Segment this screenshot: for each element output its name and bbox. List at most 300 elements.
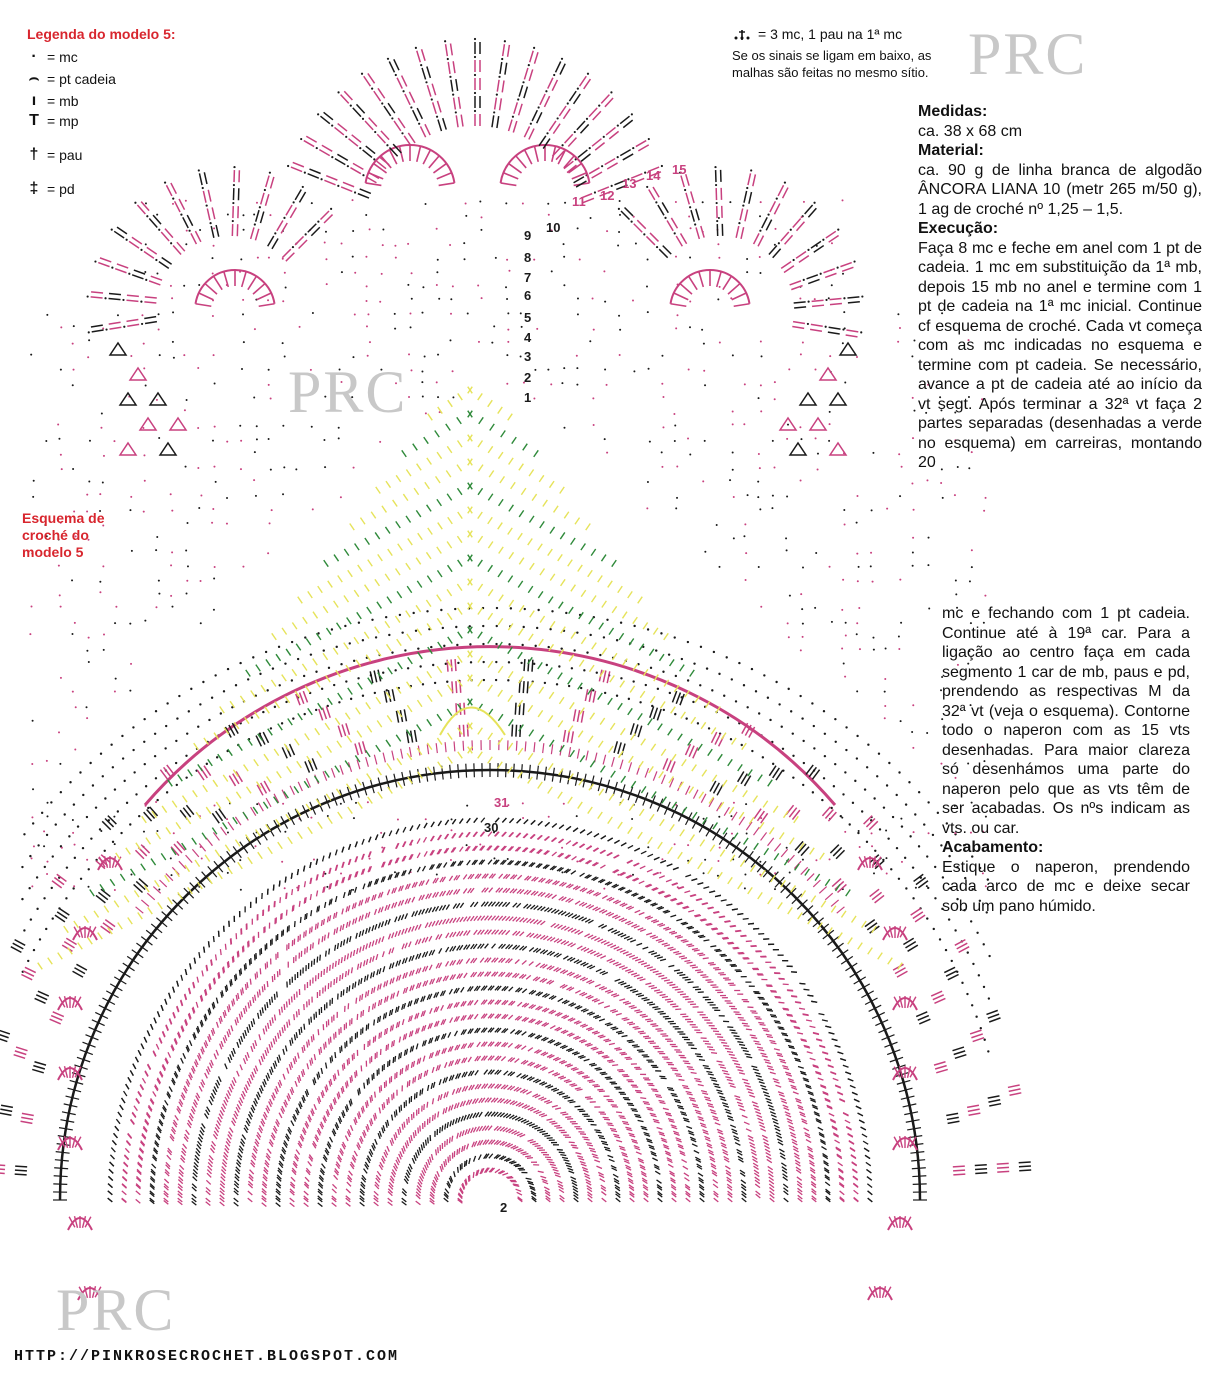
chain-dot [788,636,790,638]
stitch-mark [214,1054,216,1060]
stitch-mark [529,947,534,951]
stitch-mark [577,1156,583,1157]
stitch-mark [253,997,254,1003]
stitch-mark [651,1115,657,1116]
chain-dot [506,259,508,261]
stitch-mark [295,1056,296,1062]
stitch-mark [429,936,432,941]
stitch-mark [720,1139,725,1142]
stitch-mark [257,972,258,978]
chain-dot [213,354,215,356]
stitch-mark [412,897,415,902]
chain-dot [586,118,588,120]
chain-dot [112,766,114,768]
stitch-mark [603,1057,609,1058]
stitch-mark [544,1187,549,1190]
chain-dot [213,577,215,579]
chain-dot [937,812,939,814]
chain-dot [212,273,214,275]
stitch-mark [624,936,630,938]
chain-dot [129,823,131,825]
chain-dot [878,753,880,755]
chain-dot [620,677,622,679]
chain-dot [803,201,805,203]
chain-dot [154,755,156,757]
chain-dot [71,633,73,635]
stitch-mark [462,1146,463,1152]
stitch-mark [619,1116,625,1117]
stitch-mark [587,1080,593,1081]
chain-dot [932,834,934,836]
chain-dot [807,249,809,251]
chain-dot [491,342,493,344]
chain-dot [802,859,804,861]
stitch-mark [303,1069,305,1075]
stitch-mark [769,1108,775,1110]
chain-dot [115,606,117,608]
chain-dot [717,298,719,300]
stitch-mark [732,1132,737,1135]
stitch-mark [628,1105,634,1106]
chain-dot [544,682,546,684]
stitch-mark [526,1178,532,1179]
stitch-mark [658,1011,664,1012]
stitch-mark [439,948,442,953]
chain-dot [72,887,74,889]
stitch-mark [258,1013,259,1019]
chain-dot [802,740,804,742]
stitch-mark [615,979,621,981]
stitch-mark [744,1122,750,1124]
chain-dot [688,215,690,217]
chain-dot [898,878,900,880]
stitch-mark [563,956,568,959]
stitch-mark [403,973,405,979]
chain-dot [601,165,603,167]
stitch-mark [734,1139,739,1142]
chain-dot [918,791,920,793]
stitch-mark [293,905,294,911]
stitch-mark [289,1019,290,1025]
stitch-mark [580,873,585,876]
chain-dot [632,147,634,149]
chain-dot [176,717,178,719]
chain-dot [443,645,445,647]
stitch-mark [752,1102,758,1104]
stitch-mark [344,940,345,946]
chain-dot [945,949,947,951]
chain-dot [270,727,272,729]
chain-dot [394,313,396,315]
chain-dot [970,920,972,922]
chain-dot [211,257,213,259]
chain-dot [800,649,802,651]
stitch-mark [211,1093,214,1098]
stitch-mark [597,954,602,957]
chain-dot [984,595,986,597]
stitch-mark [584,1139,590,1140]
chain-dot [905,803,907,805]
stitch-mark [452,1136,453,1142]
chain-dot [145,785,147,787]
chain-dot [156,830,158,832]
chain-dot [812,791,814,793]
chain-dot [171,606,173,608]
stitch-mark [298,1053,299,1059]
chain-dot [831,242,833,244]
stitch-mark [377,1171,381,1176]
stitch-mark [536,963,541,967]
chain-dot [522,817,524,819]
chain-dot [833,785,835,787]
stitch-mark [425,966,428,971]
chain-dot [844,381,846,383]
stitch-mark [442,1164,444,1170]
stitch-mark [818,1127,823,1130]
stitch-mark [551,923,556,927]
stitch-mark [731,1057,737,1058]
chain-dot [800,479,802,481]
stitch-mark [436,1051,438,1057]
stitch-mark [291,1177,295,1181]
stitch-mark [465,1161,466,1167]
stitch-mark [520,1135,526,1137]
chain-dot [437,259,439,261]
stitch-mark [443,1108,444,1114]
chain-dot [694,223,696,225]
stitch-mark [612,1028,618,1029]
chain-dot [130,663,132,665]
stitch-mark [558,998,563,1001]
stitch-mark [217,1080,220,1085]
chain-dot [817,468,819,470]
chain-dot [419,665,421,667]
stitch-mark [271,1067,273,1073]
chain-dot [102,775,104,777]
chain-dot [209,222,211,224]
stitch-mark [681,1114,687,1116]
stitch-mark [591,936,596,939]
stitch-mark [424,1025,426,1031]
stitch-mark [376,939,378,945]
chain-dot [92,784,94,786]
stitch-mark [608,1125,614,1126]
stitch-mark [652,1026,658,1027]
stitch-mark [225,1010,227,1016]
chain-dot [165,725,167,727]
chain-dot [606,384,608,386]
stitch-mark [348,969,349,975]
stitch-mark [402,944,404,950]
stitch-mark [634,1046,640,1047]
stitch-mark [657,1127,663,1129]
stitch-mark [449,1075,451,1081]
stitch-mark [616,1112,622,1113]
chain-dot [699,684,701,686]
chain-dot [99,581,101,583]
chain-dot [576,815,578,817]
stitch-mark [426,879,429,884]
chain-dot [170,285,172,287]
stitch-mark [337,943,338,949]
chain-dot [270,398,272,400]
stitch-mark [551,1167,557,1168]
chain-dot [635,243,637,245]
chain-dot [129,623,131,625]
stitch-mark [595,1068,601,1069]
chain-dot [620,621,622,623]
chain-dot [282,342,284,344]
stitch-mark [781,1101,787,1103]
stitch-mark [755,1072,761,1074]
chain-dot [616,695,618,697]
stitch-mark [389,934,391,940]
stitch-mark [654,990,660,991]
stitch-mark [453,918,456,923]
chain-dot [829,423,831,425]
stitch-mark [559,1093,565,1095]
stitch-mark [336,977,337,983]
stitch-mark [467,1114,470,1119]
stitch-mark [540,1176,546,1178]
stitch-mark [175,1115,178,1120]
stitch-mark [470,1113,473,1118]
stitch-mark [335,896,336,902]
stitch-mark [555,1175,561,1177]
stitch-mark [338,1070,339,1076]
stitch-mark [759,1082,765,1084]
chain-dot [886,784,888,786]
chain-dot [436,873,438,875]
stitch-mark [605,1149,611,1151]
chain-dot [436,284,438,286]
chain-dot [421,381,423,383]
chain-dot [450,859,452,861]
chain-dot [845,634,847,636]
chain-dot [50,801,52,803]
stitch-mark [585,1097,591,1098]
chain-dot [88,868,90,870]
stitch-mark [753,1069,759,1070]
stitch-mark [428,1137,429,1143]
stitch-mark [669,1121,675,1123]
chain-dot [534,645,536,647]
chain-dot [353,660,355,662]
stitch-mark [393,1057,394,1063]
chain-dot [801,608,803,610]
stitch-mark [230,981,231,987]
chain-dot [769,719,771,721]
stitch-mark [671,933,677,935]
stitch-mark [742,1079,748,1081]
chain-dot [971,1004,973,1006]
chain-dot [551,270,553,272]
chain-dot [841,609,843,611]
chain-dot [918,845,920,847]
chain-dot [632,299,634,301]
chain-dot [304,713,306,715]
stitch-mark [672,1198,677,1202]
stitch-mark [422,909,425,914]
stitch-mark [343,1086,344,1092]
stitch-mark [405,1033,406,1039]
stitch-mark [578,1073,584,1074]
stitch-mark [787,1119,792,1122]
stitch-mark [238,993,239,999]
stitch-mark [748,1092,754,1094]
stitch-mark [552,1105,558,1107]
chain-dot [786,549,788,551]
stitch-mark [517,1002,522,1006]
stitch-mark [402,1124,403,1130]
stitch-mark [748,1136,753,1139]
stitch-mark [445,1107,446,1113]
chain-dot [23,833,25,835]
stitch-mark [292,1038,293,1044]
stitch-mark [682,977,688,978]
chain-dot [36,908,38,910]
stitch-mark [396,1022,397,1028]
stitch-mark [653,1119,659,1120]
stitch-mark [636,1152,642,1154]
stitch-mark [446,904,449,909]
chain-dot [282,425,284,427]
chain-dot [493,857,495,859]
stitch-mark [642,1128,648,1130]
chain-dot [674,425,676,427]
chain-dot [284,887,286,889]
chain-dot [715,184,717,186]
stitch-mark [580,1162,586,1164]
stitch-mark [334,929,335,935]
chain-dot [474,110,476,112]
stitch-mark [564,1097,570,1098]
chain-dot [436,228,438,230]
stitch-mark [597,1089,603,1090]
chain-dot [496,607,498,609]
chain-dot [577,298,579,300]
chain-dot [735,700,737,702]
stitch-mark [350,1125,352,1131]
stitch-mark [668,1119,674,1121]
stitch-mark [730,1030,736,1031]
chain-dot [183,354,185,356]
stitch-mark [665,1018,671,1019]
stitch-mark [546,1102,552,1104]
stitch-mark [341,957,342,963]
chain-dot [211,522,213,524]
stitch-mark [439,1079,441,1085]
stitch-mark [474,1014,478,1019]
stitch-mark [520,932,524,936]
stitch-mark [686,1092,692,1093]
stitch-mark [629,1135,635,1137]
chain-dot [388,634,390,636]
chain-dot [452,396,454,398]
stitch-mark [192,1194,197,1198]
chain-dot [46,815,48,817]
stitch-mark [699,955,705,956]
stitch-mark [247,982,248,988]
stitch-mark [401,914,403,920]
stitch-mark [438,1095,439,1101]
stitch-mark [676,1076,682,1077]
stitch-mark [437,1171,439,1177]
stitch-mark [633,1027,639,1028]
stitch-mark [317,923,318,929]
chain-dot [759,508,761,510]
chain-dot [185,243,187,245]
stitch-mark [705,980,711,981]
chain-dot [687,844,689,846]
stitch-mark [462,1130,464,1136]
chain-dot [272,667,274,669]
stitch-mark [396,1110,397,1116]
chain-dot [362,174,364,176]
stitch-mark [765,1149,770,1152]
stitch-mark [282,1027,283,1033]
stitch-mark [696,1081,702,1082]
stitch-mark [702,1093,708,1094]
stitch-mark [742,1115,748,1117]
stitch-mark [424,1040,426,1046]
chain-dot [759,230,761,232]
stitch-mark [244,1008,245,1014]
chain-dot [61,847,63,849]
chain-dot [145,243,147,245]
stitch-mark [696,1112,702,1114]
chain-dot [449,244,451,246]
chain-dot [854,780,856,782]
chain-dot [912,704,914,706]
stitch-mark [456,1088,458,1094]
chain-dot [323,439,325,441]
stitch-mark [233,999,234,1005]
chain-dot [674,636,676,638]
chain-dot [202,681,204,683]
chain-dot [760,341,762,343]
chain-dot [834,763,836,765]
chain-dot [304,636,306,638]
stitch-mark [318,906,319,912]
chain-dot [521,644,523,646]
chain-dot [303,675,305,677]
stitch-mark [415,1076,416,1082]
stitch-mark [602,1198,607,1202]
chain-dot [892,816,894,818]
chain-dot [114,690,116,692]
stitch-mark [719,1064,725,1065]
stitch-mark [206,1198,211,1202]
chain-dot [870,565,872,567]
stitch-mark [392,977,394,983]
stitch-mark [724,1073,730,1074]
chain-dot [718,257,720,259]
chain-dot [482,661,484,663]
stitch-mark [638,995,644,996]
stitch-mark [325,1042,326,1048]
stitch-mark [638,1120,644,1121]
stitch-mark [683,997,689,998]
stitch-mark [598,1053,604,1054]
chain-dot [397,819,399,821]
chain-dot [200,622,202,624]
chain-dot [681,658,683,660]
stitch-mark [311,1058,312,1064]
chain-dot [568,685,570,687]
stitch-mark [707,1047,713,1048]
stitch-mark [575,930,580,933]
